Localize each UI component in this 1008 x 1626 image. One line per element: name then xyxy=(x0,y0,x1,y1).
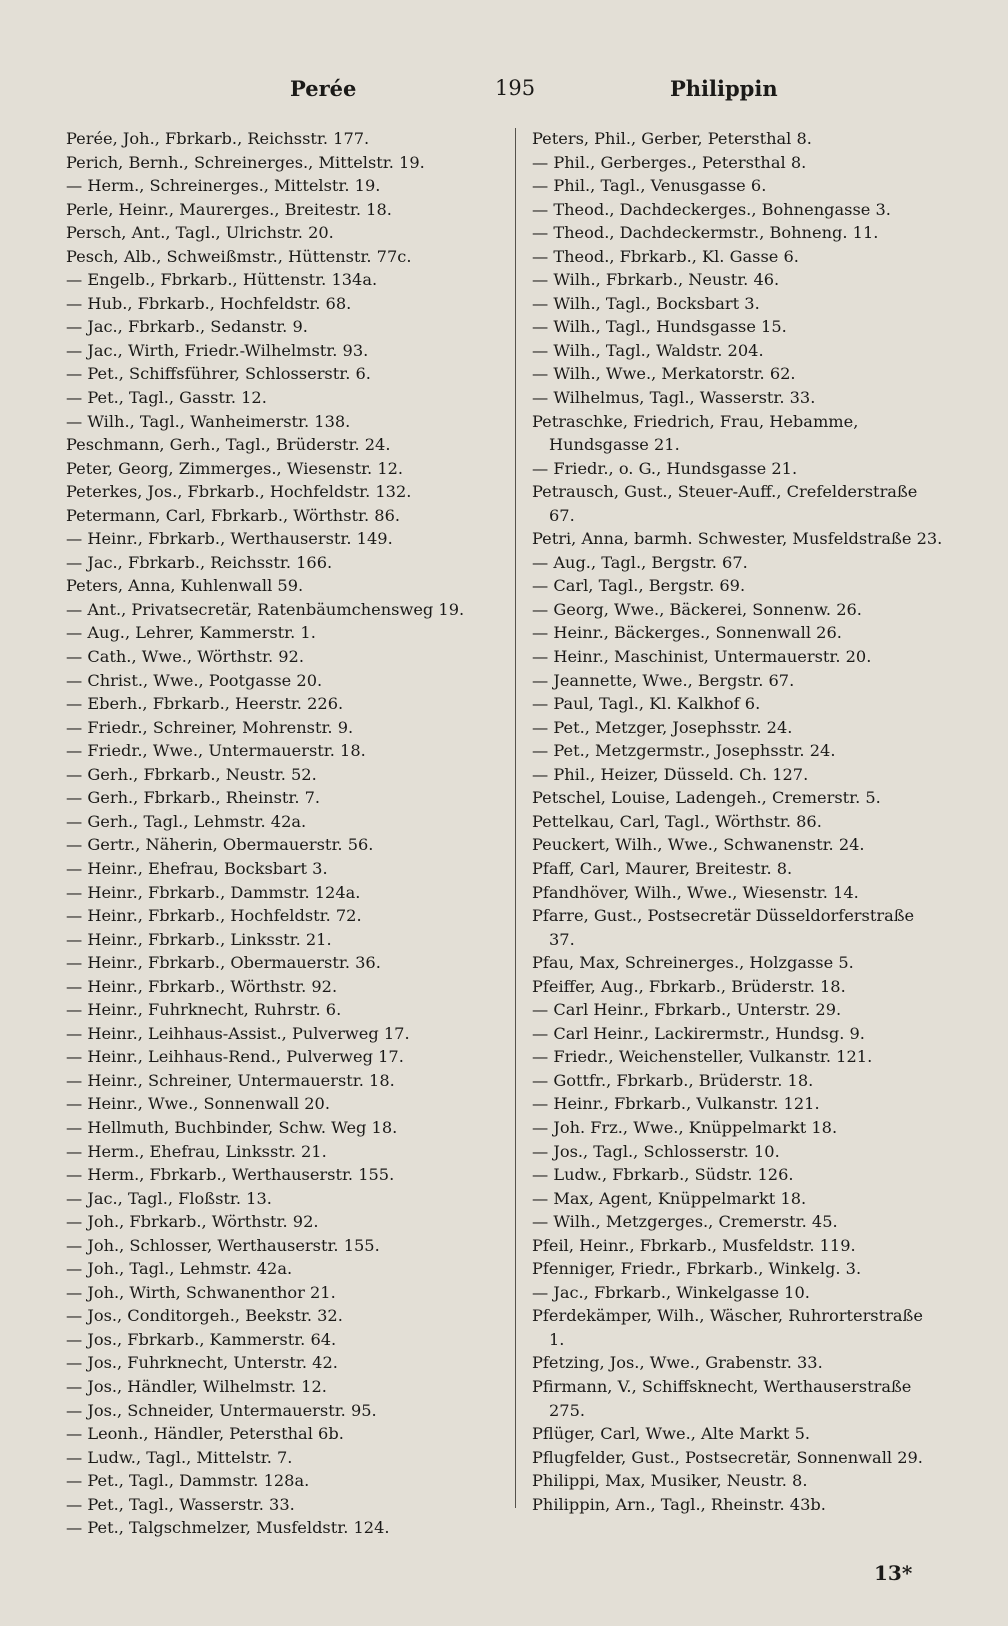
directory-entry: — Joh. Frz., Wwe., Knüppelmarkt 18. xyxy=(532,1117,838,1137)
directory-entry: — Heinr., Fbrkarb., Werthauserstr. 149. xyxy=(66,529,393,549)
directory-entry: — Phil., Gerberges., Petersthal 8. xyxy=(532,152,807,172)
signature-mark: 13* xyxy=(874,1561,913,1585)
directory-entry: — Christ., Wwe., Pootgasse 20. xyxy=(66,670,323,690)
directory-entry: Persch, Ant., Tagl., Ulrichstr. 20. xyxy=(66,223,334,243)
directory-entry: — Jac., Fbrkarb., Reichsstr. 166. xyxy=(66,552,333,572)
directory-entry: Peschmann, Gerh., Tagl., Brüderstr. 24. xyxy=(66,435,391,455)
directory-entry: Peters, Anna, Kuhlenwall 59. xyxy=(66,576,304,596)
directory-entry: Pfetzing, Jos., Wwe., Grabenstr. 33. xyxy=(532,1353,823,1373)
directory-entry: — Ludw., Fbrkarb., Südstr. 126. xyxy=(532,1165,794,1185)
directory-entry: — Eberh., Fbrkarb., Heerstr. 226. xyxy=(66,694,344,714)
directory-entry: — Carl Heinr., Fbrkarb., Unterstr. 29. xyxy=(532,1000,842,1020)
directory-entry: — Jac., Wirth, Friedr.-Wilhelmstr. 93. xyxy=(66,340,369,360)
column-divider xyxy=(515,128,516,1508)
directory-entry: — Pet., Talgschmelzer, Musfeldstr. 124. xyxy=(66,1518,390,1538)
directory-entry: Philippi, Max, Musiker, Neustr. 8. xyxy=(532,1471,808,1491)
directory-entry: — Wilhelmus, Tagl., Wasserstr. 33. xyxy=(532,388,816,408)
directory-entry: — Gertr., Näherin, Obermauerstr. 56. xyxy=(66,835,374,855)
directory-entry: — Friedr., Wwe., Untermauerstr. 18. xyxy=(66,741,366,761)
directory-entry: Pflugfelder, Gust., Postsecretär, Sonnenwall 29. xyxy=(532,1447,923,1467)
directory-entry: — Joh., Wirth, Schwanenthor 21. xyxy=(66,1282,336,1302)
directory-entry: — Herm., Schreinerges., Mittelstr. 19. xyxy=(66,176,381,196)
directory-entry: — Pet., Metzger, Josephsstr. 24. xyxy=(532,717,793,737)
directory-entry: — Carl, Tagl., Bergstr. 69. xyxy=(532,576,746,596)
directory-entry: — Gerh., Fbrkarb., Rheinstr. 7. xyxy=(66,788,321,808)
directory-entry: Peter, Georg, Zimmerges., Wiesenstr. 12. xyxy=(66,458,404,478)
directory-entry: — Theod., Dachdeckermstr., Bohneng. 11. xyxy=(532,223,879,243)
directory-entry: — Wilh., Fbrkarb., Neustr. 46. xyxy=(532,270,780,290)
directory-entry: — Herm., Fbrkarb., Werthauserstr. 155. xyxy=(66,1165,395,1185)
directory-entry: — Joh., Schlosser, Werthauserstr. 155. xyxy=(66,1235,380,1255)
directory-entry: Peterkes, Jos., Fbrkarb., Hochfeldstr. 132. xyxy=(66,482,412,502)
directory-entry: — Heinr., Schreiner, Untermauerstr. 18. xyxy=(66,1070,395,1090)
directory-entry: Pettelkau, Carl, Tagl., Wörthstr. 86. xyxy=(532,811,822,831)
directory-entry: Peuckert, Wilh., Wwe., Schwanenstr. 24. xyxy=(532,835,865,855)
directory-entry: — Jos., Händler, Wilhelmstr. 12. xyxy=(66,1376,327,1396)
directory-entry: — Jos., Fuhrknecht, Unterstr. 42. xyxy=(66,1353,338,1373)
left-column xyxy=(66,127,498,1540)
directory-entry: Pfeiffer, Aug., Fbrkarb., Brüderstr. 18. xyxy=(532,976,846,996)
directory-entry: Pferdekämper, Wilh., Wäscher, Ruhrorterstraße 1. xyxy=(532,1306,923,1349)
directory-entry: — Jos., Tagl., Schlosserstr. 10. xyxy=(532,1141,780,1161)
directory-entry: — Jac., Fbrkarb., Sedanstr. 9. xyxy=(66,317,308,337)
directory-entry: — Gerh., Tagl., Lehmstr. 42a. xyxy=(66,811,307,831)
directory-entry: — Theod., Dachdeckerges., Bohnengasse 3. xyxy=(532,199,891,219)
directory-entry: — Phil., Tagl., Venusgasse 6. xyxy=(532,176,767,196)
directory-entry: Perich, Bernh., Schreinerges., Mittelstr. 19. xyxy=(66,152,425,172)
directory-entry: — Aug., Tagl., Bergstr. 67. xyxy=(532,552,748,572)
directory-entry: — Leonh., Händler, Petersthal 6b. xyxy=(66,1424,344,1444)
directory-entry: — Joh., Tagl., Lehmstr. 42a. xyxy=(66,1259,293,1279)
directory-entry: Pfau, Max, Schreinerges., Holzgasse 5. xyxy=(532,953,854,973)
directory-entry: Pfenniger, Friedr., Fbrkarb., Winkelg. 3. xyxy=(532,1259,862,1279)
directory-entry: Petraschke, Friedrich, Frau, Hebamme, Hundsgasse 21. xyxy=(532,411,859,455)
directory-entry: Perle, Heinr., Maurerges., Breitestr. 18. xyxy=(66,199,392,219)
directory-entry: — Phil., Heizer, Düsseld. Ch. 127. xyxy=(532,764,809,784)
directory-entry: — Hellmuth, Buchbinder, Schw. Weg 18. xyxy=(66,1117,398,1137)
directory-entry: — Jac., Tagl., Floßstr. 13. xyxy=(66,1188,272,1208)
page-number: 195 xyxy=(495,76,536,100)
directory-entry: — Max, Agent, Knüppelmarkt 18. xyxy=(532,1188,807,1208)
directory-entry: — Ant., Privatsecretär, Ratenbäumchensweg 19. xyxy=(66,599,465,619)
directory-entry: — Wilh., Tagl., Hundsgasse 15. xyxy=(532,317,787,337)
directory-entry: — Friedr., Weichensteller, Vulkanstr. 121. xyxy=(532,1047,873,1067)
directory-entry: — Jac., Fbrkarb., Winkelgasse 10. xyxy=(532,1282,810,1302)
directory-entry: — Jos., Fbrkarb., Kammerstr. 64. xyxy=(66,1329,337,1349)
directory-entry: — Cath., Wwe., Wörthstr. 92. xyxy=(66,647,305,667)
directory-entry: — Pet., Tagl., Dammstr. 128a. xyxy=(66,1471,310,1491)
directory-entry: Philippin, Arn., Tagl., Rheinstr. 43b. xyxy=(532,1494,826,1514)
directory-entry: Pfeil, Heinr., Fbrkarb., Musfeldstr. 119. xyxy=(532,1235,856,1255)
directory-entry: — Gerh., Fbrkarb., Neustr. 52. xyxy=(66,764,317,784)
directory-entry: — Heinr., Fbrkarb., Vulkanstr. 121. xyxy=(532,1094,820,1114)
header-last-entry: Philippin xyxy=(670,76,778,101)
directory-entry: — Heinr., Bäckerges., Sonnenwall 26. xyxy=(532,623,842,643)
directory-entry: Pfarre, Gust., Postsecretär Düsseldorferstraße 37. xyxy=(532,906,915,949)
directory-entry: Peters, Phil., Gerber, Petersthal 8. xyxy=(532,129,812,148)
directory-entry: — Engelb., Fbrkarb., Hüttenstr. 134a. xyxy=(66,270,378,290)
directory-entry: — Wilh., Tagl., Waldstr. 204. xyxy=(532,340,764,360)
directory-entry: — Paul, Tagl., Kl. Kalkhof 6. xyxy=(532,694,761,714)
directory-entry: — Georg, Wwe., Bäckerei, Sonnenw. 26. xyxy=(532,599,862,619)
directory-entry: — Heinr., Fbrkarb., Obermauerstr. 36. xyxy=(66,953,381,973)
directory-entry: — Hub., Fbrkarb., Hochfeldstr. 68. xyxy=(66,293,352,313)
directory-entry: — Pet., Metzgermstr., Josephsstr. 24. xyxy=(532,741,836,761)
directory-entry: — Heinr., Wwe., Sonnenwall 20. xyxy=(66,1094,330,1114)
page-header xyxy=(0,76,1008,112)
directory-entry: — Herm., Ehefrau, Linksstr. 21. xyxy=(66,1141,327,1161)
directory-entry: — Theod., Fbrkarb., Kl. Gasse 6. xyxy=(532,246,799,266)
directory-entry: — Wilh., Tagl., Wanheimerstr. 138. xyxy=(66,411,351,431)
directory-entry: — Pet., Tagl., Wasserstr. 33. xyxy=(66,1494,295,1514)
directory-entry: — Pet., Schiffsführer, Schlosserstr. 6. xyxy=(66,364,371,384)
directory-entry: Petermann, Carl, Fbrkarb., Wörthstr. 86. xyxy=(66,505,401,525)
directory-entry: — Heinr., Fbrkarb., Dammstr. 124a. xyxy=(66,882,361,902)
directory-entry: — Gottfr., Fbrkarb., Brüderstr. 18. xyxy=(532,1070,814,1090)
directory-entry: — Aug., Lehrer, Kammerstr. 1. xyxy=(66,623,316,643)
directory-entry: — Friedr., o. G., Hundsgasse 21. xyxy=(532,458,798,478)
directory-entry: Petri, Anna, barmh. Schwester, Musfeldstraße 23. xyxy=(532,529,943,549)
directory-entry: — Heinr., Maschinist, Untermauerstr. 20. xyxy=(532,647,872,667)
directory-entry: — Jos., Conditorgeh., Beekstr. 32. xyxy=(66,1306,343,1326)
directory-entry: — Heinr., Ehefrau, Bocksbart 3. xyxy=(66,858,328,878)
directory-entry: — Heinr., Fbrkarb., Linksstr. 21. xyxy=(66,929,332,949)
directory-entry: Petschel, Louise, Ladengeh., Cremerstr. 5. xyxy=(532,788,881,808)
directory-entry: — Heinr., Leihhaus-Rend., Pulverweg 17. xyxy=(66,1047,404,1067)
directory-entry: — Heinr., Fbrkarb., Hochfeldstr. 72. xyxy=(66,906,362,926)
directory-entry: — Pet., Tagl., Gasstr. 12. xyxy=(66,388,267,408)
directory-entry: Pfandhöver, Wilh., Wwe., Wiesenstr. 14. xyxy=(532,882,859,902)
header-first-entry: Perée xyxy=(290,76,357,101)
directory-entry: — Jos., Schneider, Untermauerstr. 95. xyxy=(66,1400,377,1420)
directory-entry: Pflüger, Carl, Wwe., Alte Markt 5. xyxy=(532,1424,811,1444)
directory-entry: Pfirmann, V., Schiffsknecht, Werthauserstraße 275. xyxy=(532,1376,912,1420)
directory-entry: — Heinr., Fbrkarb., Wörthstr. 92. xyxy=(66,976,338,996)
directory-entry: — Carl Heinr., Lackirermstr., Hundsg. 9. xyxy=(532,1023,865,1043)
directory-entry: — Jeannette, Wwe., Bergstr. 67. xyxy=(532,670,795,690)
directory-entry: — Heinr., Fuhrknecht, Ruhrstr. 6. xyxy=(66,1000,342,1020)
directory-entry: — Wilh., Wwe., Merkatorstr. 62. xyxy=(532,364,796,384)
directory-entry: — Wilh., Tagl., Bocksbart 3. xyxy=(532,293,760,313)
directory-entry: — Friedr., Schreiner, Mohrenstr. 9. xyxy=(66,717,354,737)
directory-entry: Perée, Joh., Fbrkarb., Reichsstr. 177. xyxy=(66,129,370,148)
right-column xyxy=(532,127,942,1516)
directory-entry: Petrausch, Gust., Steuer-Auff., Crefelderstraße 67. xyxy=(532,482,918,525)
directory-entry: — Joh., Fbrkarb., Wörthstr. 92. xyxy=(66,1212,319,1232)
directory-entry: — Ludw., Tagl., Mittelstr. 7. xyxy=(66,1447,293,1467)
directory-entry: — Heinr., Leihhaus-Assist., Pulverweg 17. xyxy=(66,1023,410,1043)
directory-entry: — Wilh., Metzgerges., Cremerstr. 45. xyxy=(532,1212,838,1232)
directory-entry: Pfaff, Carl, Maurer, Breitestr. 8. xyxy=(532,858,793,878)
directory-entry: Pesch, Alb., Schweißmstr., Hüttenstr. 77c. xyxy=(66,246,412,266)
